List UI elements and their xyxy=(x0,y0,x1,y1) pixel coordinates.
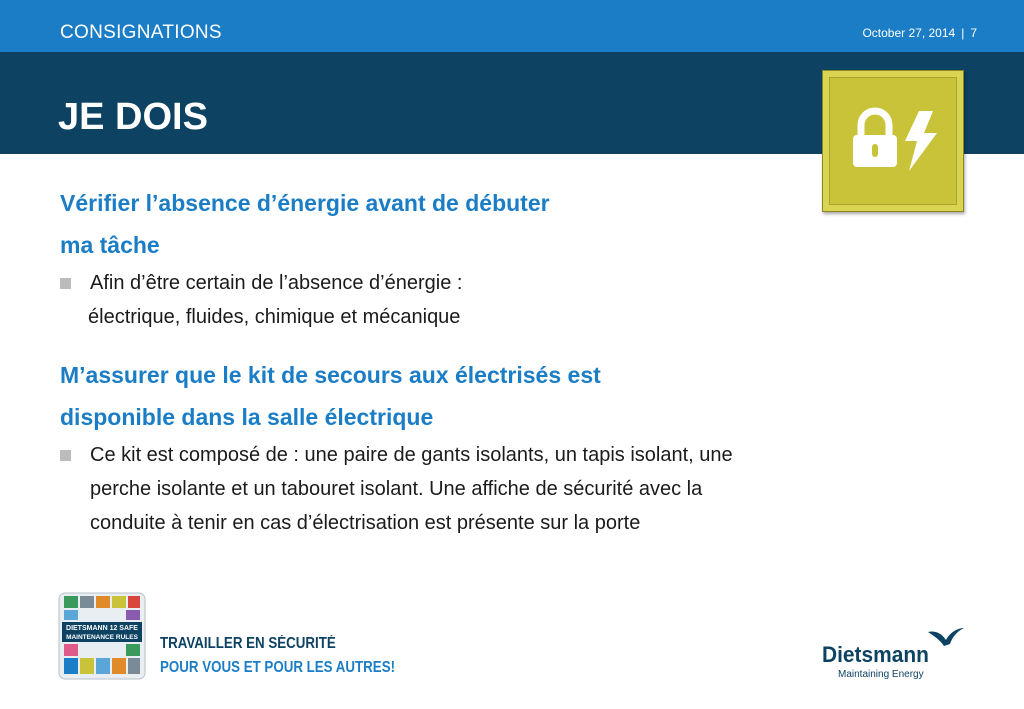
bullet-line: Afin d’être certain de l’absence d’énergie : xyxy=(90,272,463,294)
bullet-text: Ce kit est composé de : une paire de gants isolants, un tapis isolant, une perche isolante et un tabouret isolant. Une affiche de sécurité avec la conduite à tenir en cas d’électrisation est présente sur la porte xyxy=(90,444,733,534)
svg-text:DIETSMANN 12 SAFE: DIETSMANN 12 SAFE xyxy=(66,625,138,632)
section-label: CONSIGNATIONS xyxy=(60,22,222,43)
brand-name: Dietsmann xyxy=(822,642,929,667)
slogan-line: POUR VOUS ET POUR LES AUTRES! xyxy=(160,659,396,676)
heading-line: M’assurer que le kit de secours aux électrisés est xyxy=(60,362,601,388)
heading-line: disponible dans la salle électrique xyxy=(60,404,434,430)
svg-text:MAINTENANCE RULES: MAINTENANCE RULES xyxy=(66,634,138,641)
bullet-item xyxy=(60,266,760,334)
separator: | xyxy=(961,26,965,40)
block-heading xyxy=(60,354,760,438)
brand-tagline: Maintaining Energy xyxy=(838,669,924,680)
top-bar xyxy=(0,0,1024,52)
safe-rules-badge-logo xyxy=(58,592,146,680)
lock-electricity-icon xyxy=(822,70,964,212)
bullet-line: électrique, fluides, chimique et mécanique xyxy=(88,306,461,328)
date-page-indicator xyxy=(862,26,977,40)
bullet-marker xyxy=(60,278,71,289)
bullet-item xyxy=(60,438,750,540)
heading-line: ma tâche xyxy=(60,232,160,258)
bullet-marker xyxy=(60,450,71,461)
block-heading xyxy=(60,182,760,266)
dietsmann-logo xyxy=(820,624,970,684)
slide-date: October 27, 2014 xyxy=(862,26,956,40)
content-area xyxy=(60,182,760,540)
page-title: JE DOIS xyxy=(58,96,208,138)
page-number: 7 xyxy=(970,26,977,40)
bird-icon xyxy=(926,624,966,648)
slogan-line: TRAVAILLER EN SÉCURITÉ xyxy=(160,635,336,652)
heading-line: Vérifier l’absence d’énergie avant de débuter xyxy=(60,190,550,216)
safety-slogan xyxy=(160,632,395,680)
